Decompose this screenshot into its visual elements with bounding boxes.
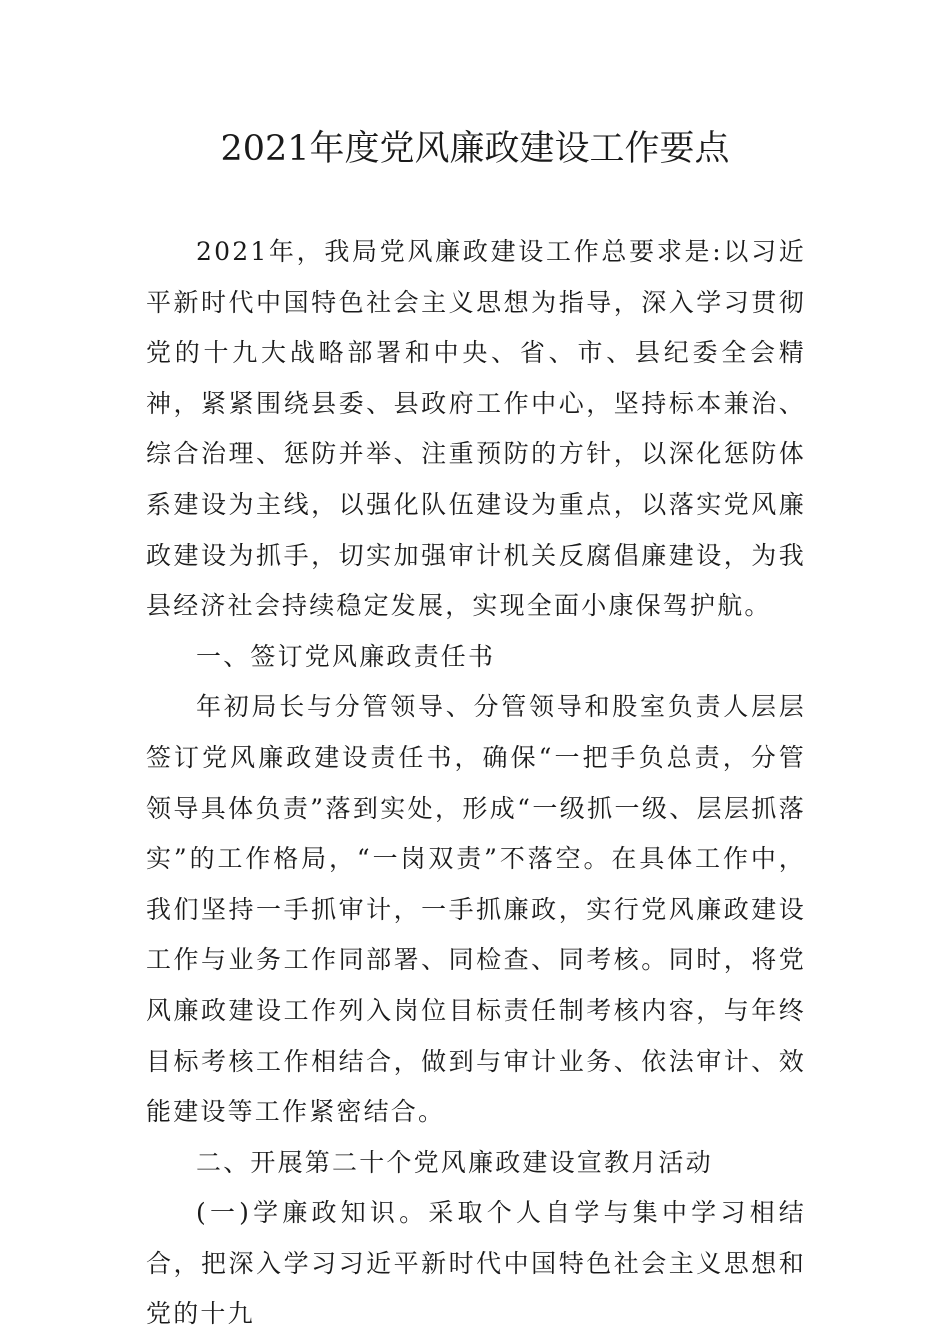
document-title: 2021年度党风廉政建设工作要点 [220, 129, 730, 169]
section-heading-2: 二、开展第二十个党风廉政建设宣教月活动 [196, 1147, 713, 1177]
section-1-paragraph: 年初局长与分管领导、分管领导和股室负责人层层签订党风廉政建设责任书，确保“一把手负总责，分管领导具体负责”落到实处，形成“一级抓一级、层层抓落实”的工作格局，“一岗双责”不落空。在具体工作中，我们坚持一手抓审计，一手抓廉政，实行党风廉政建设工作与业务工作同部署、同检查、同考核。同时，将党风廉政建设工作列入岗位目标责任制考核内容，与年终目标考核工作相结合，做到与审计业务、依法审计、效能建设等工作紧密结合。 [146, 692, 806, 1127]
section-heading-1: 一、签订党风廉政责任书 [196, 641, 496, 671]
intro-paragraph: 2021年，我局党风廉政建设工作总要求是:以习近平新时代中国特色社会主义思想为指导，深入学习贯彻党的十九大战略部署和中央、省、市、县纪委全会精神，紧紧围绕县委、县政府工作中心，坚持标本兼治、综合治理、惩防并举、注重预防的方针，以深化惩防体系建设为主线，以强化队伍建设为重点，以落实党风廉政建设为抓手，切实加强审计机关反腐倡廉建设，为我县经济社会持续稳定发展，实现全面小康保驾护航。 [146, 237, 806, 621]
section-2-paragraph: (一)学廉政知识。采取个人自学与集中学习相结合，把深入学习习近平新时代中国特色社会主义思想和党的十九 [146, 1198, 806, 1329]
document-body [146, 227, 806, 1340]
